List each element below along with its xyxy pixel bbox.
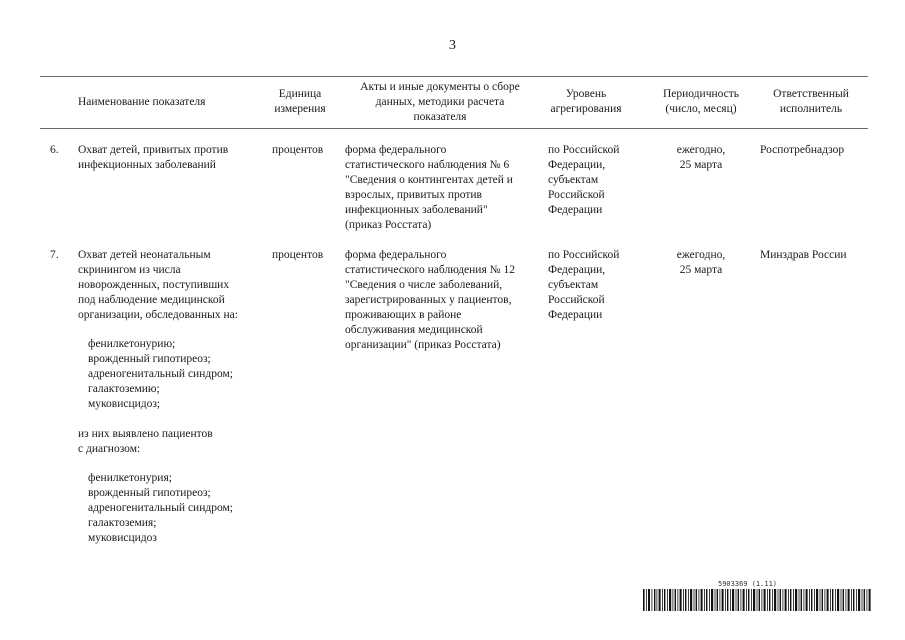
- page-number: 3: [449, 38, 456, 53]
- indicator-name: Охват детей неонатальным скринингом из числа новорожденных, поступивших под наблюдение медицинской организации, обследованных на:: [78, 249, 238, 321]
- header-acts: Акты и иные документы о сборе данных, методики расчета показателя: [360, 81, 520, 123]
- acts-cell: форма федерального статистического наблюдения № 6 "Сведения о контингентах детей и взрослых, привитых против инфекционных заболеваний" (приказ Росстата): [345, 144, 513, 231]
- barcode-image: [643, 589, 871, 611]
- responsible-cell: Минздрав России: [760, 249, 847, 261]
- header-name: Наименование показателя: [78, 96, 206, 108]
- row-number: 6.: [50, 144, 59, 156]
- header-unit: Единица измерения: [274, 88, 326, 115]
- unit-cell: процентов: [272, 249, 324, 261]
- header-level: Уровень агрегирования: [550, 88, 622, 115]
- table-header-rule: [40, 128, 868, 129]
- table-top-rule: [40, 76, 868, 77]
- indicator-name: Охват детей, привитых против инфекционных заболеваний: [78, 144, 229, 171]
- barcode-bars: [643, 589, 871, 611]
- row-number: 7.: [50, 249, 59, 261]
- period-cell: ежегодно, 25 марта: [676, 249, 726, 276]
- barcode-number: 5903369 (1.11): [718, 580, 778, 588]
- detected-diagnoses-list: фенилкетонурия; врожденный гипотиреоз; адреногенитальный синдром; галактоземия; муковисцидоз: [88, 472, 233, 544]
- period-cell: ежегодно, 25 марта: [676, 144, 726, 171]
- unit-cell: процентов: [272, 144, 324, 156]
- header-period: Периодичность (число, месяц): [662, 88, 740, 115]
- screened-diseases-list: фенилкетонурию; врожденный гипотиреоз; адреногенитальный синдром; галактоземию; муковисцидоз;: [88, 338, 233, 410]
- responsible-cell: Роспотребнадзор: [760, 144, 845, 156]
- level-cell: по Российской Федерации, субъектам Российской Федерации: [548, 249, 620, 321]
- level-cell: по Российской Федерации, субъектам Российской Федерации: [548, 144, 620, 216]
- acts-cell: форма федерального статистического наблюдения № 12 "Сведения о числе заболеваний, зарегистрированных у пациентов, проживающих в районе обслуживания медицинской организации" (приказ Росстата): [345, 249, 515, 351]
- detected-patients-heading: из них выявлено пациентов с диагнозом:: [78, 428, 213, 455]
- header-responsible: Ответственный исполнитель: [773, 88, 849, 115]
